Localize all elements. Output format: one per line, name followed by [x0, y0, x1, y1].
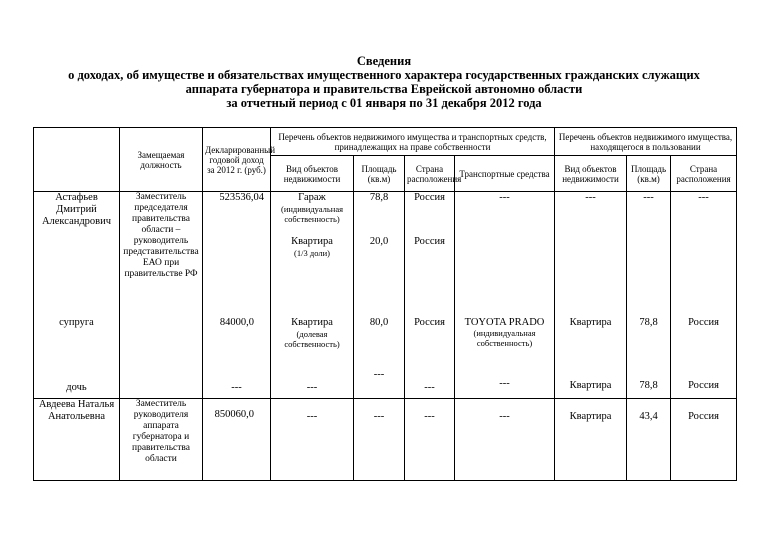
- owned-type: Квартира: [291, 316, 333, 328]
- owned-area: 78,8: [369, 192, 389, 203]
- header-position: Замещаемая должность: [120, 128, 203, 192]
- income-value: 523536,04: [203, 192, 271, 317]
- owned-country: ---: [405, 369, 455, 399]
- owned-country: Россия: [414, 236, 445, 247]
- owned-type: ---: [271, 399, 354, 481]
- income-value: 850060,0: [203, 399, 271, 481]
- vehicle: ---: [455, 399, 555, 481]
- person-position: Заместитель руководителя аппарата губернатора и правительства области: [120, 399, 203, 481]
- header-name: [34, 128, 120, 192]
- header-vehicles: Транспортные средства: [455, 156, 555, 192]
- header-owned-type: Вид объектов недвижимости: [271, 156, 354, 192]
- owned-note: (индивидуальная собственность): [280, 204, 344, 224]
- used-country: Россия: [671, 399, 737, 481]
- used-type: Квартира: [555, 317, 627, 369]
- doc-subtitle-line-1: о доходах, об имуществе и обязательствах имущественного характера государственных гражданских служащих: [68, 68, 700, 82]
- table-row: [34, 192, 737, 317]
- owned-type: ---: [271, 369, 354, 399]
- owned-type: Гараж: [298, 192, 326, 203]
- owned-area: ---: [354, 399, 405, 481]
- table-row: [34, 399, 737, 481]
- vehicle: ---: [455, 192, 555, 317]
- vehicle-model: TOYOTA PRADO: [464, 316, 545, 328]
- used-area: 43,4: [627, 399, 671, 481]
- used-area: 78,8: [627, 369, 671, 399]
- header-used-area: Площадь (кв.м): [627, 156, 671, 192]
- income-value: ---: [203, 369, 271, 399]
- person-name: супруга: [34, 317, 120, 369]
- used-country: Россия: [671, 317, 737, 369]
- owned-note: (долевая собственность): [284, 328, 340, 349]
- vehicle: ---: [455, 369, 555, 399]
- doc-subtitle-line-2: аппарата губернатора и правительства Еврейской автономно области: [185, 82, 583, 96]
- owned-area: 20,0: [369, 236, 389, 247]
- owned-note: (1/3 доли): [294, 248, 330, 258]
- header-income: Декларированный годовой доход за 2012 г. (руб.): [203, 128, 271, 192]
- header-owned-group: Перечень объектов недвижимого имущества и транспортных средств, принадлежащих на праве собственности: [271, 128, 555, 156]
- owned-area: ---: [354, 369, 405, 399]
- declarations-table: [33, 127, 737, 481]
- used-type: Квартира: [555, 399, 627, 481]
- person-name: Астафьев Дмитрий Александрович: [34, 192, 120, 317]
- person-name: дочь: [34, 369, 120, 399]
- used-area: ---: [627, 192, 671, 317]
- owned-area: 80,0: [354, 317, 405, 369]
- used-country: ---: [671, 192, 737, 317]
- owned-countries: [405, 192, 455, 317]
- header-used-type: Вид объектов недвижимости: [555, 156, 627, 192]
- used-type: Квартира: [555, 369, 627, 399]
- used-country: Россия: [671, 369, 737, 399]
- owned-type: Квартира: [291, 236, 333, 247]
- owned-country: Россия: [405, 317, 455, 369]
- header-owned-area: Площадь (кв.м): [354, 156, 405, 192]
- doc-period: за отчетный период с 01 января по 31 декабря 2012 года: [226, 96, 542, 110]
- used-area: 78,8: [627, 317, 671, 369]
- owned-country: Россия: [414, 192, 445, 203]
- owned-objects: [271, 192, 354, 317]
- vehicle-note: (индивидуальная собственность): [473, 327, 536, 348]
- income-value: 84000,0: [203, 317, 271, 369]
- owned-areas: [354, 192, 405, 317]
- owned-country: ---: [405, 399, 455, 481]
- vehicle: [455, 317, 555, 369]
- person-name: Авдеева Наталья Анатольевна: [34, 399, 120, 481]
- person-position: Заместитель председателя правительства области – руководитель представительства ЕАО при правительстве РФ: [120, 192, 203, 399]
- header-used-group: Перечень объектов недвижимого имущества, находящегося в пользовании: [555, 128, 737, 156]
- header-owned-country: Страна расположения: [405, 156, 455, 192]
- used-type: ---: [555, 192, 627, 317]
- header-used-country: Страна расположения: [671, 156, 737, 192]
- owned-objects: [271, 317, 354, 369]
- doc-title: Сведения: [356, 54, 412, 68]
